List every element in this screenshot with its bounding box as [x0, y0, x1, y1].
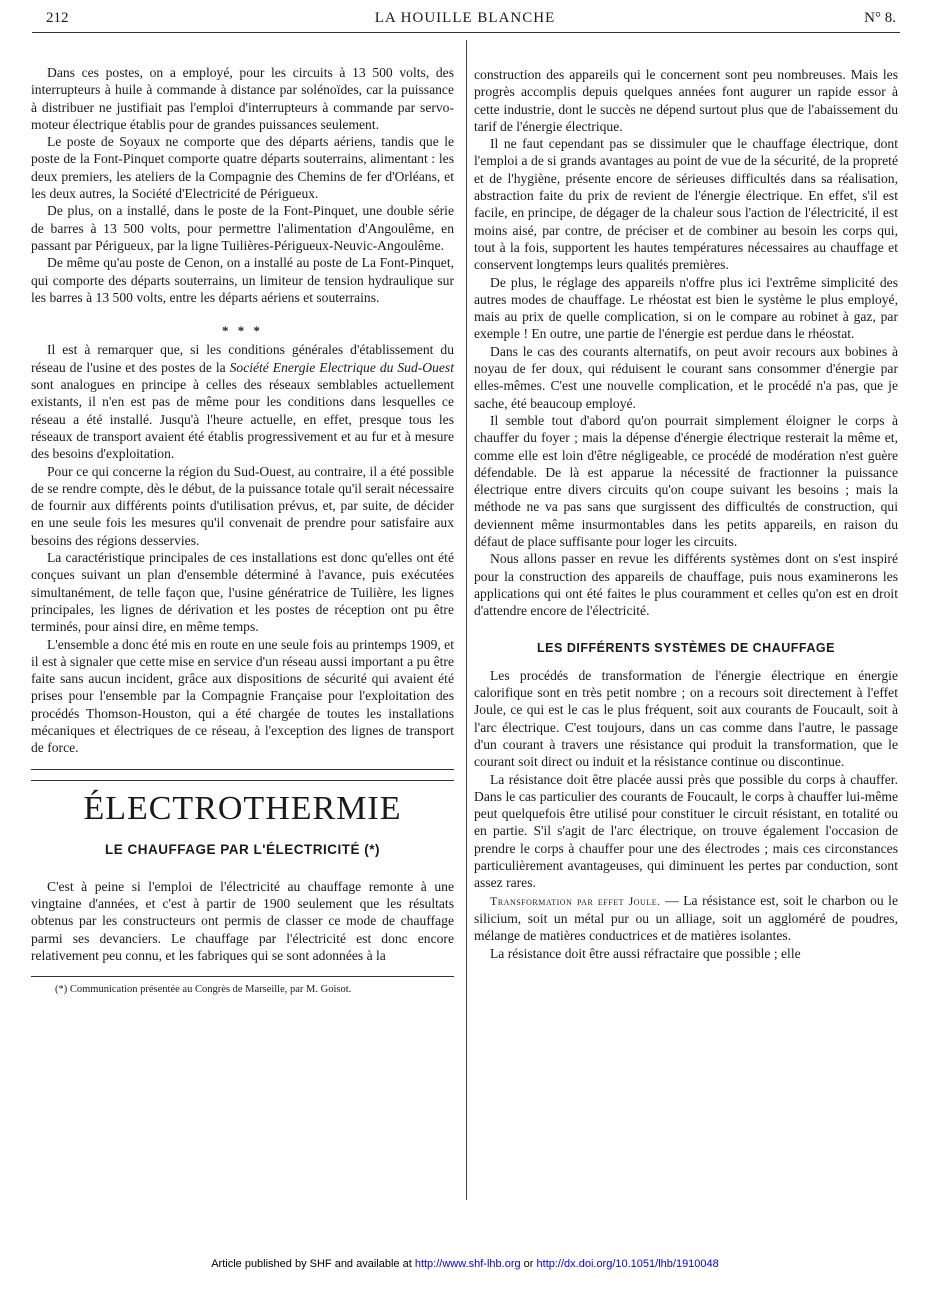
header-rule — [32, 32, 900, 33]
article-divider — [31, 769, 454, 770]
paragraph: La résistance doit être aussi réfractaire que possible ; elle — [490, 945, 801, 961]
paragraph: C'est à peine si l'emploi de l'électricité au chauffage remonte à une vingtaine d'années, et c'est à partir de 1900 seulement que les résultats obtenus par les constructeurs ont permis de classer ce mode de chauffage parmi ses devanciers. Le chauffage par l'électricité est donc encore relativement peu connu, et les fabriques qui se sont adonnées à la — [31, 878, 454, 964]
paragraph: Il est à remarquer que, si les conditions générales d'établissement du réseau de l'usine et des postes de la Société Energie Electrique du Sud-Ouest sont analogues en principe à celles des réseaux semblables actuellement existants, il n'en est pas de même pour les conditions dans lesquelles ce réseau a été installé. Jusqu'à l'heure actuelle, en effet, presque tous les réseaux de transport avaient été établis progressivement et au fur et à mesure des besoins d'exploitation. — [31, 342, 454, 462]
subsection-heading: Transformation par effet Joule. — [490, 893, 661, 908]
paragraph: De plus, le réglage des appareils n'offre plus ici l'extrême simplicité des autres modes de chauffage. Le rhéostat est bien le système le plus employé, mais au prix de quelle complication, si on le compare au robinet à gaz, par exemple ! En outre, une partie de l'énergie est perdue dans le rhéostat. — [474, 274, 898, 342]
section-separator-stars: * * * — [222, 323, 263, 339]
footnote-rule — [31, 976, 454, 977]
paragraph: Il ne faut cependant pas se dissimuler que le chauffage électrique, dont l'emploi a de si grands avantages au point de vue de la sécurité, de la propreté et de l'hygiène, présente encore de sérieuses difficultés dans sa réalisation, abstraction faite du prix de revient de l'énergie électrique. En effet, s'il est facile, en principe, de dégager de la chaleur sous l'action de l'électricité, il est moins aisé, par contre, de préciser et de combiner au besoin les corps qui, tout à la fois, supportent les hautes températures nécessaires au chauffage et conservent longtemps leurs qualités premières. — [474, 136, 898, 273]
footnote: (*) Communication présentée au Congrès de Marseille, par M. Goisot. — [55, 984, 352, 996]
paragraph: La caractéristique principales de ces installations est donc qu'elles ont été conçues suivant un plan d'ensemble déterminé à l'avance, puis exécutées simultanément, de telle façon que, l'usine génératrice de Tuilière, les lignes principales, les lignes de dérivation et les postes de réception ont pu être terminés, pour ainsi dire, en même temps. — [31, 550, 454, 635]
article-subtitle: LE CHAUFFAGE PAR L'ÉLECTRICITÉ (*) — [105, 841, 380, 857]
paragraph: construction des appareils qui le concernent sont peu nombreuses. Mais les progrès accomplis depuis quelques années font augurer un rapide essor à cette industrie, dont le succès ne dépend surtout plus que de l'abaissement du tarif de l'énergie électrique. — [474, 67, 898, 134]
company-name: Société Energie Electrique du Sud-Ouest — [229, 359, 454, 375]
doi-link[interactable]: http://dx.doi.org/10.1051/lhb/1910048 — [536, 1258, 719, 1270]
running-header — [0, 10, 930, 32]
paragraph: Nous allons passer en revue les différents systèmes dont on s'est inspiré pour la construction des appareils de chauffage, puis nous examinerons les applications qui ont été faites le plus couramment et celles qu'on est en droit d'attendre encore de l'électricité. — [474, 551, 898, 619]
paragraph: L'ensemble a donc été mis en route en une seule fois au printemps 1909, et il est à signaler que cette mise en service d'un réseau aussi important a pu être faite sans aucun incident, grâce aux dispositions de sécurité qui avaient été prises pour l'ensemble par la Compagnie Française pour l'exploitation des procédés Thomson-Houston, qui a été chargée de toutes les installations mécaniques et électriques de ce réseau, à l'exception des lignes de transport de force. — [31, 636, 454, 756]
article-title: ÉLECTROTHERMIE — [83, 789, 402, 827]
article-divider — [31, 780, 454, 781]
section-heading: LES DIFFÉRENTS SYSTÈMES DE CHAUFFAGE — [537, 640, 835, 655]
paragraph: Dans ces postes, on a employé, pour les circuits à 13 500 volts, des interrupteurs à huile à commande à distance par solénoïdes, car la puissance à distribuer ne justifiait pas l'emploi d'interrupteurs à commande par servo-moteur électrique établis pour de grandes puissances seulement. — [31, 65, 454, 132]
paragraph: Dans le cas des courants alternatifs, on peut avoir recours aux bobines à noyau de fer doux, qui réduisent le courant sans consommer d'énergie par elles-mêmes. C'est une nouvelle complication, et le procédé n'a pas, que je sache, été beaucoup employé. — [474, 343, 898, 411]
publication-footer: Article published by SHF and available at http://www.shf-lhb.org or http://dx.doi.org/10.1051/lhb/1910048 — [211, 1258, 719, 1270]
paragraph: De plus, on a installé, dans le poste de la Font-Pinquet, une double série de barres à 13 500 volts, pour permettre l'alimentation d'Angoulême, en passant par Périgueux, par la ligne Tuilières-Périgueux-Neuvic-Angoulême. — [31, 203, 454, 253]
paragraph: Transformation par effet Joule. — La résistance est, soit le charbon ou le silicium, soit un métal pur ou un alliage, soit un aggloméré de poudres, mélange de matières conductrices et de matières isolantes. — [474, 892, 898, 944]
paragraph: De même qu'au poste de Cenon, on a installé au poste de La Font-Pinquet, qui comporte des départs souterrains, un limiteur de tension hydraulique sur les barres à 13 500 volts, entre les départs aériens et souterrains. — [31, 255, 454, 305]
right-column — [474, 66, 898, 962]
journal-title: LA HOUILLE BLANCHE — [374, 10, 556, 26]
page-number: 212 — [46, 10, 69, 26]
paragraph: La résistance doit être placée aussi près que possible du corps à chauffer. Dans le cas particulier des courants de Foucault, le corps à chauffer lui-même peut quelquefois être utilisé pour constituer le circuit résistant, en totalité ou en partie. S'il s'agit de l'arc électrique, on trouve également l'occasion de prendre le corps à chauffer pour une des électrodes ; mais ces circonstances particulièrement avantageuses, qui diminuent les pertes par conduction, sont assez rares. — [474, 771, 898, 891]
paragraph: Le poste de Soyaux ne comporte que des départs aériens, tandis que le poste de la Font-Pinquet comporte quatre départs souterrains, alimentant : les deux premiers, les ateliers de la Compagnie des Chemins de fer d'Orléans, et les deux autres, la Société d'Electricité de Périgueux. — [31, 134, 454, 202]
issue-number: N° 8. — [864, 10, 896, 26]
shf-link[interactable]: http://www.shf-lhb.org — [414, 1258, 521, 1270]
paragraph: Les procédés de transformation de l'énergie électrique en énergie calorifique sont en très petit nombre ; on a recours soit directement à l'effet Joule, ce qui est le cas le plus fréquent, soit aux courants de Foucault, soit à l'arc électrique. C'est toujours, dans un cas comme dans l'autre, le passage d'un courant à travers une résistance qui produit la transformation, que le courant soit direct ou induit et la résistance continue ou discontinue. — [474, 667, 898, 770]
column-divider — [466, 40, 467, 1200]
paragraph: Il semble tout d'abord qu'on pourrait simplement éloigner le corps à chauffer du foyer ; mais la dépense d'énergie électrique resterait la même et, comme elle est loin d'être négligeable, ce procédé de modération n'est guère défendable. De là est apparue la nécessité de fractionner la puissance électrique entre divers circuits qu'on coupe suivant les besoins ; mais la méthode ne va pas sans que surgissent des difficultés de construction, qui deviennent même insurmontables dans les petits appareils, en raison du défaut de place suffisante pour loger les circuits. — [474, 412, 898, 550]
paragraph: Pour ce qui concerne la région du Sud-Ouest, au contraire, il a été possible de se rendre compte, dès le début, de la puissance totale qu'il serait nécessaire de fournir aux différents points d'utilisation prévus, et, par suite, de décider en une seule fois les mesures qu'il convenait de prendre pour satisfaire aux besoins des régions desservies. — [31, 463, 454, 548]
left-column — [31, 64, 454, 997]
